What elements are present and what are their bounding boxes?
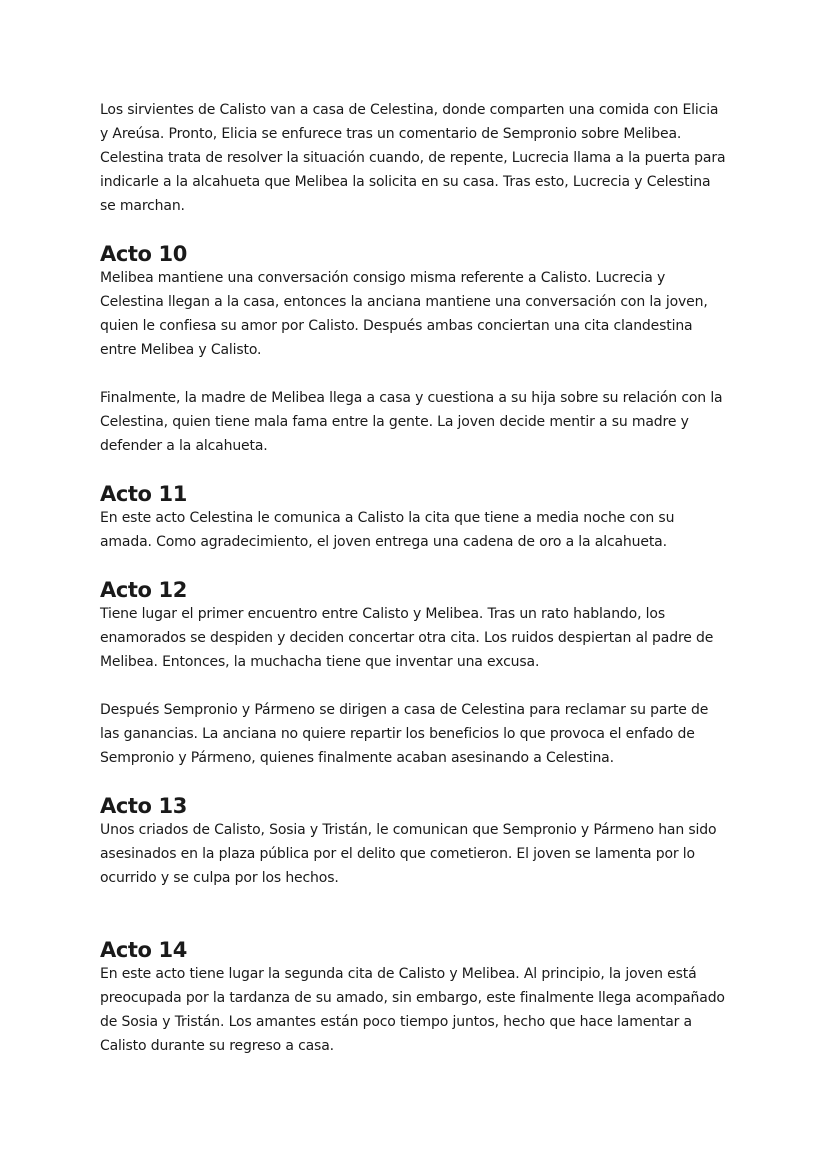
act-paragraph: Unos criados de Calisto, Sosia y Tristán, le comunican que Sempronio y Pármeno han sido asesinados en la plaza pública por el delito que cometieron. El joven se lamenta por lo ocurrido y se culpa por los hechos. <box>100 822 717 886</box>
act-13-section <box>100 794 730 890</box>
act-paragraph: En este acto Celestina le comunica a Calisto la cita que tiene a media noche con su amada. Como agradecimiento, el joven entrega una cadena de oro a la alcahueta. <box>100 510 675 550</box>
act-11-section <box>100 482 730 554</box>
act-heading: Acto 10 <box>100 242 187 266</box>
document-page <box>100 98 730 1082</box>
act-heading: Acto 13 <box>100 794 187 818</box>
act-heading: Acto 12 <box>100 578 187 602</box>
intro-paragraph: Los sirvientes de Calisto van a casa de Celestina, donde comparten una comida con Elicia y Areúsa. Pronto, Elicia se enfurece tras un comentario de Sempronio sobre Melibea. Celestina trata de resolver la situación cuando, de repente, Lucrecia llama a la puerta para indicarle a la alcahueta que Melibea la solicita en su casa. Tras esto, Lucrecia y Celestina se marchan. <box>100 102 726 214</box>
act-14-section <box>100 938 730 1058</box>
act-12-section <box>100 578 730 770</box>
act-paragraph: Después Sempronio y Pármeno se dirigen a casa de Celestina para reclamar su parte de las ganancias. La anciana no quiere repartir los beneficios lo que provoca el enfado de Sempronio y Pármeno, quienes finalmente acaban asesinando a Celestina. <box>100 702 709 766</box>
act-paragraph: Melibea mantiene una conversación consigo misma referente a Calisto. Lucrecia y Celestina llegan a la casa, entonces la anciana mantiene una conversación con la joven, quien le confiesa su amor por Calisto. Después ambas conciertan una cita clandestina entre Melibea y Calisto. <box>100 270 708 358</box>
act-paragraph: En este acto tiene lugar la segunda cita de Calisto y Melibea. Al principio, la joven está preocupada por la tardanza de su amado, sin embargo, este finalmente llega acompañado de Sosia y Tristán. Los amantes están poco tiempo juntos, hecho que hace lamentar a Calisto durante su regreso a casa. <box>100 966 725 1054</box>
act-heading: Acto 11 <box>100 482 187 506</box>
act-paragraph: Tiene lugar el primer encuentro entre Calisto y Melibea. Tras un rato hablando, los enamorados se despiden y deciden concertar otra cita. Los ruidos despiertan al padre de Melibea. Entonces, la muchacha tiene que inventar una excusa. <box>100 606 714 670</box>
act-paragraph: Finalmente, la madre de Melibea llega a casa y cuestiona a su hija sobre su relación con la Celestina, quien tiene mala fama entre la gente. La joven decide mentir a su madre y defender a la alcahueta. <box>100 390 723 454</box>
act-heading: Acto 14 <box>100 938 187 962</box>
spacer <box>100 914 730 938</box>
act-10-section <box>100 242 730 458</box>
